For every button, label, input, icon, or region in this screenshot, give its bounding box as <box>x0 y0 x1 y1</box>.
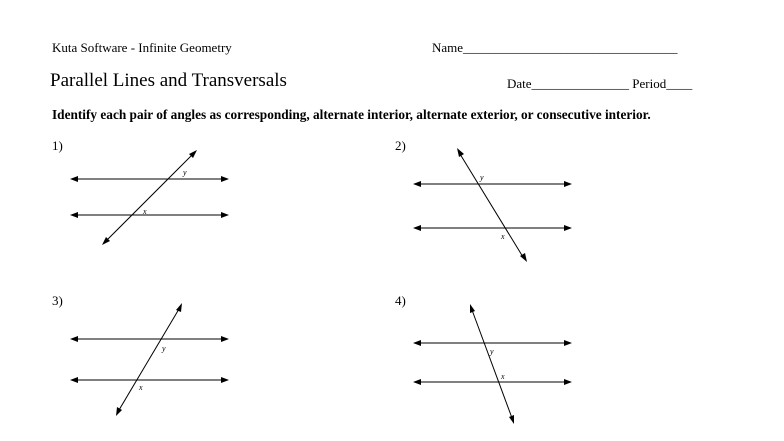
angle-label-x: x <box>501 372 505 381</box>
problem-3-number: 3) <box>52 293 63 308</box>
arrowhead <box>564 340 572 346</box>
angle-label-y: y <box>480 173 484 182</box>
name-field-line: Name_________________________________ <box>432 40 678 55</box>
date-period-line: Date_______________ Period____ <box>507 76 693 91</box>
arrowhead <box>564 379 572 385</box>
angle-label-y: y <box>183 168 187 177</box>
publisher-text: Kuta Software - Infinite Geometry <box>52 40 232 55</box>
angle-label-y: y <box>162 344 166 353</box>
arrowhead <box>509 415 514 424</box>
arrowhead <box>413 379 421 385</box>
problem-2-number: 2) <box>395 138 406 153</box>
instructions-text: Identify each pair of angles as corresponding, alternate interior, alternate exterior, or consecutive interior. <box>52 107 651 122</box>
problem-1-number: 1) <box>52 138 63 153</box>
angle-label-x: x <box>139 383 143 392</box>
angle-label-x: x <box>143 207 147 216</box>
angle-label-y: y <box>490 347 494 356</box>
worksheet-title: Parallel Lines and Transversals <box>50 70 287 91</box>
transversal-line <box>472 310 512 418</box>
angle-label-x: x <box>501 232 505 241</box>
arrowhead <box>413 340 421 346</box>
problem-4-number: 4) <box>395 293 406 308</box>
arrowhead <box>470 304 475 313</box>
